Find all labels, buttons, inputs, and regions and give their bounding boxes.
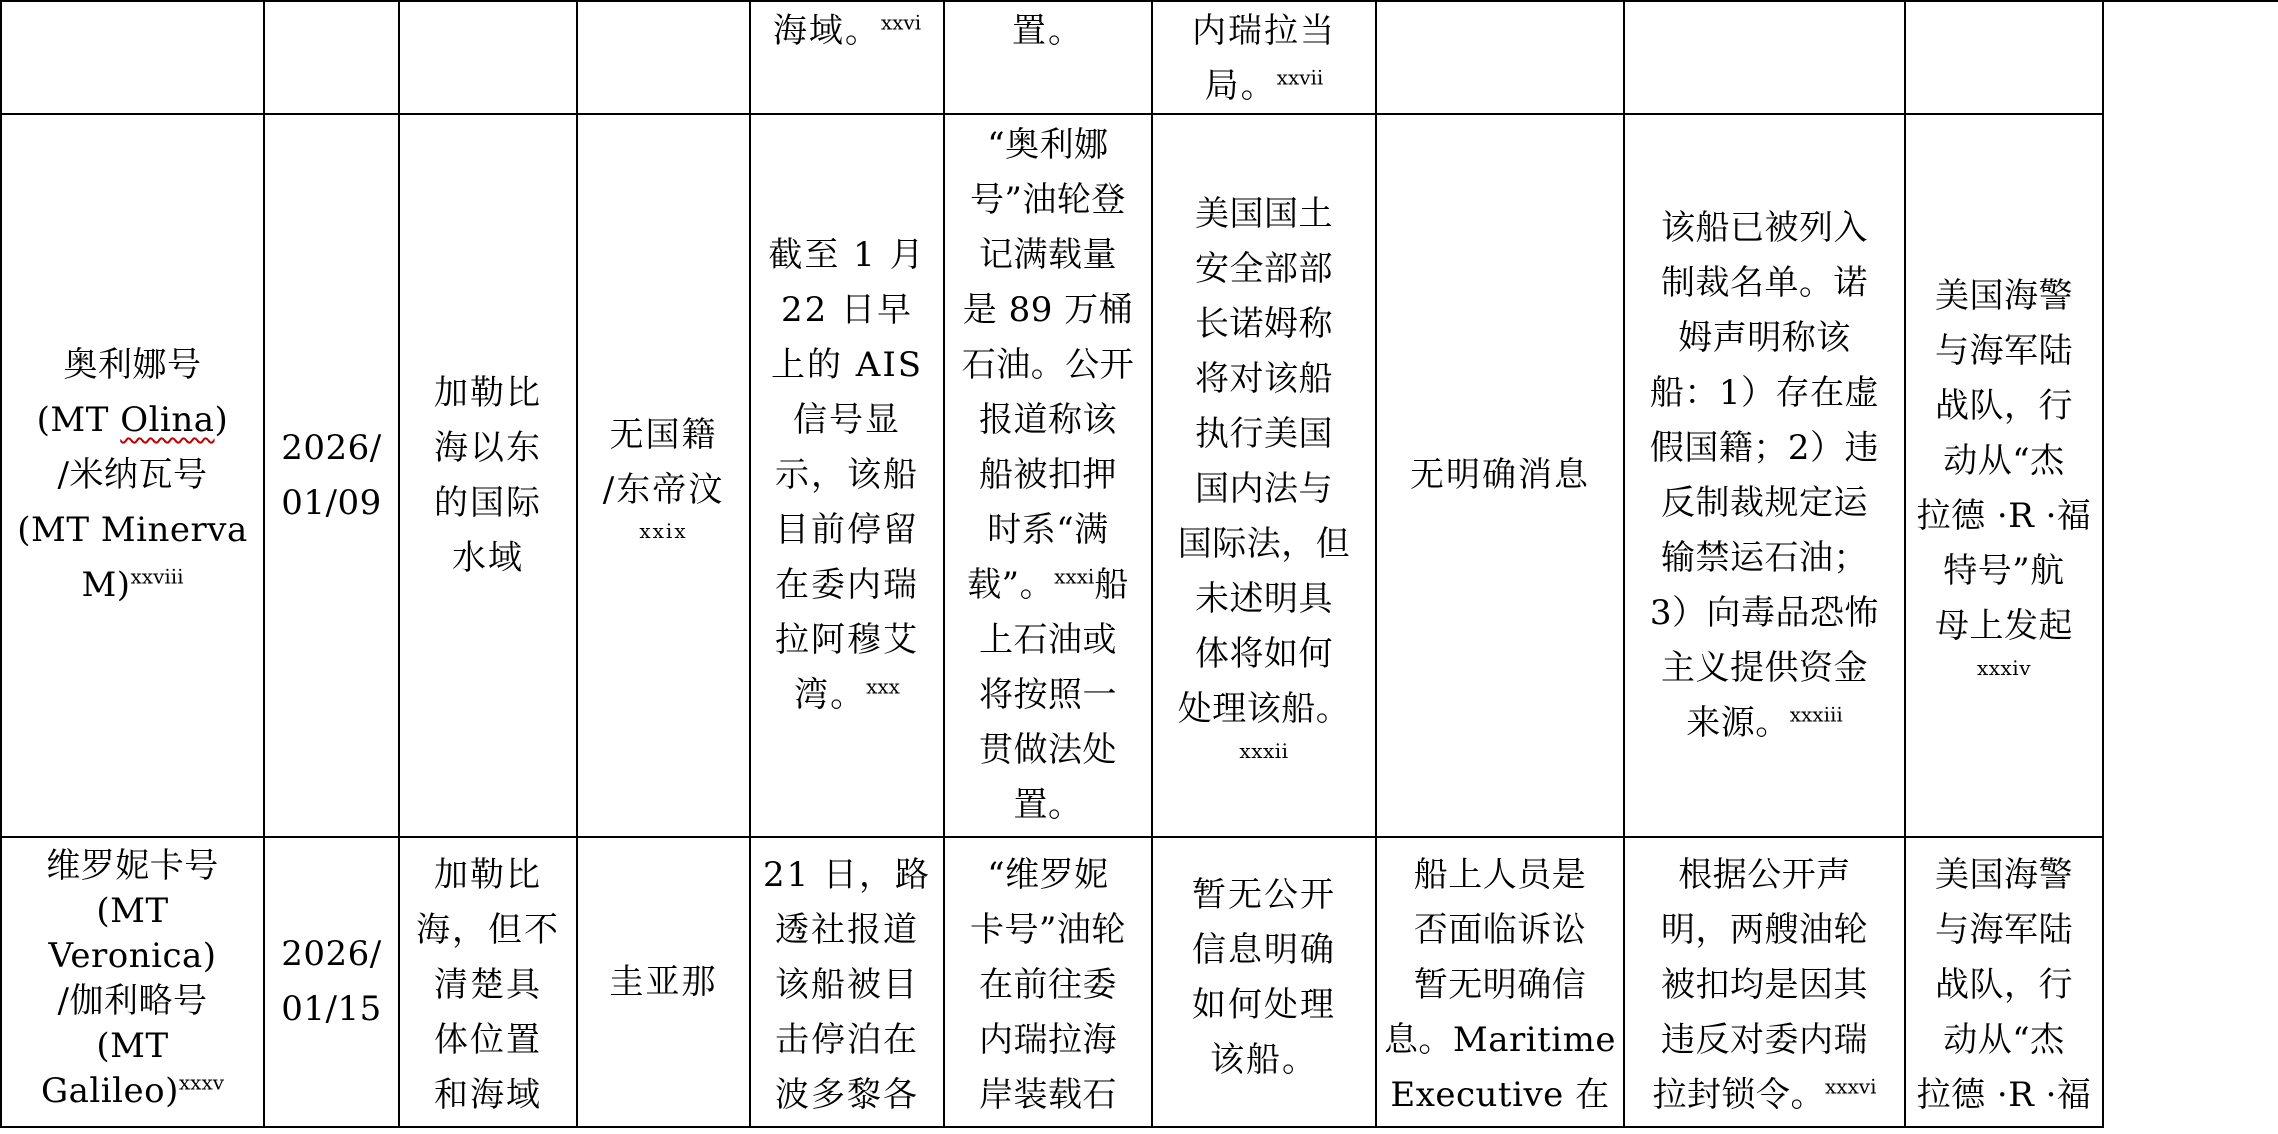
row-top-col6-line-2: 局。$^{xxvii}$: [1204, 65, 1324, 106]
olina-date-line-2: 01/09: [281, 482, 382, 523]
olina-status-line-7: 在委内瑞: [775, 565, 919, 605]
veronica-status-line-4: 击停泊在: [775, 1020, 919, 1060]
veronica-crew-line-1: 船上人员是: [1413, 855, 1587, 895]
olina-executor-line-6: 特号”航: [1943, 551, 2065, 591]
veronica-location-line-4: 体位置: [434, 1020, 542, 1060]
veronica-crew-cell: [1377, 838, 1623, 1126]
veronica-reason-line-4: 违反对委内瑞: [1661, 1020, 1868, 1060]
olina-reason-line-10: 来源。$^{xxxiii}$: [1686, 702, 1843, 743]
olina-status-line-9: 湾。$^{xxx}$: [794, 674, 900, 715]
veronica-handling-cell: [1153, 838, 1375, 1126]
olina-name-line-5: M)$^{xxviii}$: [81, 564, 184, 605]
olina-cargo-line-5: 石油。公开: [961, 345, 1135, 385]
olina-name-line-2: (MT Olina): [36, 400, 229, 440]
veronica-flag-cell: [578, 838, 749, 1126]
row-top-col4-line: 海域。$^{xxvi}$: [772, 10, 922, 51]
olina-cargo-cell: [945, 115, 1151, 836]
olina-executor-line-7: 母上发起: [1935, 606, 2073, 646]
olina-cargo-line-10: 上石油或: [979, 620, 1117, 660]
veronica-handling-line-2: 信息明确: [1192, 930, 1336, 970]
veronica-date-line-1: 2026/: [281, 934, 382, 974]
veronica-reason-line-5: 拉封锁令。$^{xxxvi}$: [1652, 1074, 1877, 1115]
olina-name-line-4: (MT Minerva: [17, 510, 248, 550]
row-top-col5-line: 置。: [1012, 11, 1084, 51]
veronica-name-line-2: (MT: [96, 891, 169, 931]
olina-handling-line-9: 体将如何: [1195, 633, 1333, 674]
olina-status-line-2: 22 日早: [780, 290, 914, 330]
olina-cargo-line-7: 船被扣押: [979, 455, 1117, 495]
olina-status-line-4: 信号显: [793, 400, 901, 440]
veronica-location-cell: [400, 838, 576, 1126]
olina-cargo-line-11: 将按照一: [979, 675, 1117, 715]
olina-executor-note: xxxiv: [1976, 656, 2032, 680]
veronica-reason-line-3: 被扣均是因其: [1661, 965, 1868, 1005]
olina-executor-line-2: 与海军陆: [1935, 331, 2073, 371]
veronica-reason-line-1: 根据公开声: [1678, 855, 1851, 895]
olina-location-line-2: 海以东: [434, 427, 542, 468]
olina-status-line-8: 拉阿穆艾: [775, 620, 919, 660]
olina-reason-line-7: 输禁运石油；: [1661, 537, 1868, 578]
veronica-executor-line-5: 拉德 ·R ·福: [1916, 1075, 2092, 1115]
veronica-status-line-2: 透社报道: [775, 910, 919, 950]
veronica-crew-line-4: 息。Maritime: [1383, 1020, 1617, 1060]
veronica-name-line-5: (MT: [96, 1026, 169, 1066]
veronica-flag-line-1: 圭亚那: [609, 961, 718, 1002]
olina-handling-line-3: 长诺姆称: [1195, 303, 1333, 344]
olina-reason-line-3: 姆声明称该: [1678, 317, 1851, 358]
olina-cargo-line-2: 号”油轮登: [970, 180, 1126, 220]
olina-status-line-6: 目前停留: [775, 510, 919, 550]
olina-flag-line-1: 无国籍: [609, 414, 718, 455]
olina-crew-cell: [1377, 115, 1623, 836]
veronica-location-line-1: 加勒比: [434, 855, 542, 895]
veronica-cargo-line-5: 岸装载石: [979, 1075, 1117, 1115]
veronica-status-line-1: 21 日，路: [762, 855, 932, 895]
veronica-executor-line-4: 动从“杰: [1943, 1020, 2065, 1060]
olina-executor-line-5: 拉德 ·R ·福: [1916, 496, 2092, 536]
veronica-date-line-2: 01/15: [281, 989, 382, 1029]
veronica-cargo-cell: [945, 838, 1151, 1126]
veronica-cargo-line-3: 在前往委: [979, 965, 1117, 1005]
olina-executor-line-3: 战队，行: [1935, 386, 2073, 426]
olina-name-line-3: /米纳瓦号: [57, 455, 208, 495]
olina-crew-line-1: 无明确消息: [1410, 455, 1590, 495]
olina-status-line-5: 示，该船: [775, 455, 919, 495]
col-divider-10: [2102, 0, 2104, 1128]
olina-flag-cell: [578, 115, 749, 836]
olina-location-line-3: 的国际: [434, 482, 542, 523]
olina-handling-line-4: 将对该船: [1195, 358, 1333, 399]
olina-cargo-line-13: 置。: [1013, 785, 1083, 825]
olina-name-line-1: 奥利娜号: [63, 345, 202, 385]
olina-cargo-line-8: 时系“满: [987, 510, 1109, 550]
olina-cargo-line-9: 载”。$^{xxxi}$船: [967, 564, 1129, 605]
olina-flag-note: xxix: [639, 518, 688, 543]
olina-handling-line-2: 安全部部: [1195, 248, 1333, 289]
olina-reason-line-5: 假国籍；2）违: [1649, 427, 1880, 468]
olina-executor-line-4: 动从“杰: [1943, 441, 2065, 481]
veronica-location-line-2: 海，但不: [416, 910, 560, 950]
veronica-executor-line-2: 与海军陆: [1935, 910, 2073, 950]
olina-reason-line-1: 该船已被列入: [1661, 207, 1868, 248]
olina-cargo-line-4: 是 89 万桶: [962, 290, 1134, 330]
veronica-executor-line-1: 美国海警: [1935, 855, 2073, 895]
veronica-reason-cell: [1625, 838, 1904, 1126]
row-top-col4-cell: [751, 2, 943, 113]
veronica-name-line-6: Galileo)$^{xxxv}$: [40, 1070, 225, 1111]
veronica-status-line-5: 波多黎各: [775, 1075, 919, 1115]
row-top-col6-cell: [1153, 2, 1375, 113]
olina-cargo-line-1: “奥利娜: [987, 125, 1109, 165]
veronica-executor-line-3: 战队，行: [1935, 965, 2073, 1005]
olina-handling-line-5: 执行美国: [1195, 413, 1333, 454]
olina-date-cell: [265, 115, 398, 836]
olina-handling-note: xxxii: [1239, 738, 1289, 763]
veronica-name-line-1: 维罗妮卡号: [46, 846, 219, 886]
veronica-date-cell: [265, 838, 398, 1126]
row-top-col6-line-1: 内瑞拉当: [1192, 11, 1336, 51]
table-border-bottom: [0, 1126, 2104, 1128]
olina-flag-line-2: /东帝汶: [602, 469, 725, 510]
veronica-handling-line-4: 该船。: [1210, 1040, 1318, 1080]
olina-cargo-line-12: 贯做法处: [979, 730, 1117, 770]
olina-reason-line-2: 制裁名单。诺: [1661, 262, 1868, 303]
veronica-status-cell: [751, 838, 943, 1126]
olina-handling-line-10: 处理该船。: [1177, 688, 1351, 729]
olina-status-cell: [751, 115, 943, 836]
veronica-crew-line-3: 暂无明确信: [1413, 965, 1587, 1005]
olina-reason-line-6: 反制裁规定运: [1661, 482, 1868, 523]
olina-cargo-line-3: 记满载量: [979, 235, 1117, 275]
veronica-cargo-line-4: 内瑞拉海: [979, 1020, 1117, 1060]
veronica-cargo-line-1: “维罗妮: [987, 855, 1109, 895]
veronica-handling-line-1: 暂无公开: [1192, 875, 1336, 915]
olina-reason-line-8: 3）向毒品恐怖: [1649, 592, 1880, 633]
veronica-cargo-line-2: 卡号”油轮: [970, 910, 1126, 950]
olina-reason-line-9: 主义提供资金: [1661, 647, 1868, 688]
veronica-status-line-3: 该船被目: [775, 965, 919, 1005]
olina-location-cell: [400, 115, 576, 836]
veronica-crew-line-2: 否面临诉讼: [1413, 910, 1587, 950]
veronica-reason-line-2: 明，两艘油轮: [1661, 910, 1868, 950]
olina-location-line-4: 水域: [452, 537, 524, 578]
olina-reason-cell: [1625, 115, 1904, 836]
veronica-name-line-3: Veronica): [48, 936, 217, 976]
row-top-col5-cell: [945, 2, 1151, 113]
olina-executor-cell: [1906, 115, 2102, 836]
olina-handling-line-1: 美国国土: [1195, 193, 1333, 234]
veronica-location-line-3: 清楚具: [434, 965, 542, 1005]
veronica-name-line-4: /伽利略号: [57, 981, 208, 1021]
veronica-location-line-5: 和海域: [434, 1075, 542, 1115]
veronica-name-cell: [2, 838, 263, 1126]
olina-cargo-line-6: 报道称该: [979, 400, 1117, 440]
olina-handling-line-6: 国内法与: [1195, 468, 1333, 509]
veronica-crew-line-5: Executive 在: [1390, 1075, 1610, 1115]
olina-status-line-3: 上的 AIS: [770, 345, 924, 385]
olina-status-line-1: 截至 1 月: [768, 235, 926, 275]
olina-handling-line-8: 未述明具: [1195, 578, 1333, 619]
olina-date-line-1: 2026/: [281, 427, 382, 468]
olina-name-cell: [2, 115, 263, 836]
olina-reason-line-4: 船：1）存在虚: [1649, 372, 1880, 413]
olina-location-line-1: 加勒比: [434, 372, 542, 413]
veronica-executor-cell: [1906, 838, 2102, 1126]
olina-handling-cell: [1153, 115, 1375, 836]
veronica-handling-line-3: 如何处理: [1192, 985, 1336, 1025]
olina-executor-line-1: 美国海警: [1935, 276, 2073, 316]
olina-handling-line-7: 国际法，但: [1177, 523, 1351, 564]
